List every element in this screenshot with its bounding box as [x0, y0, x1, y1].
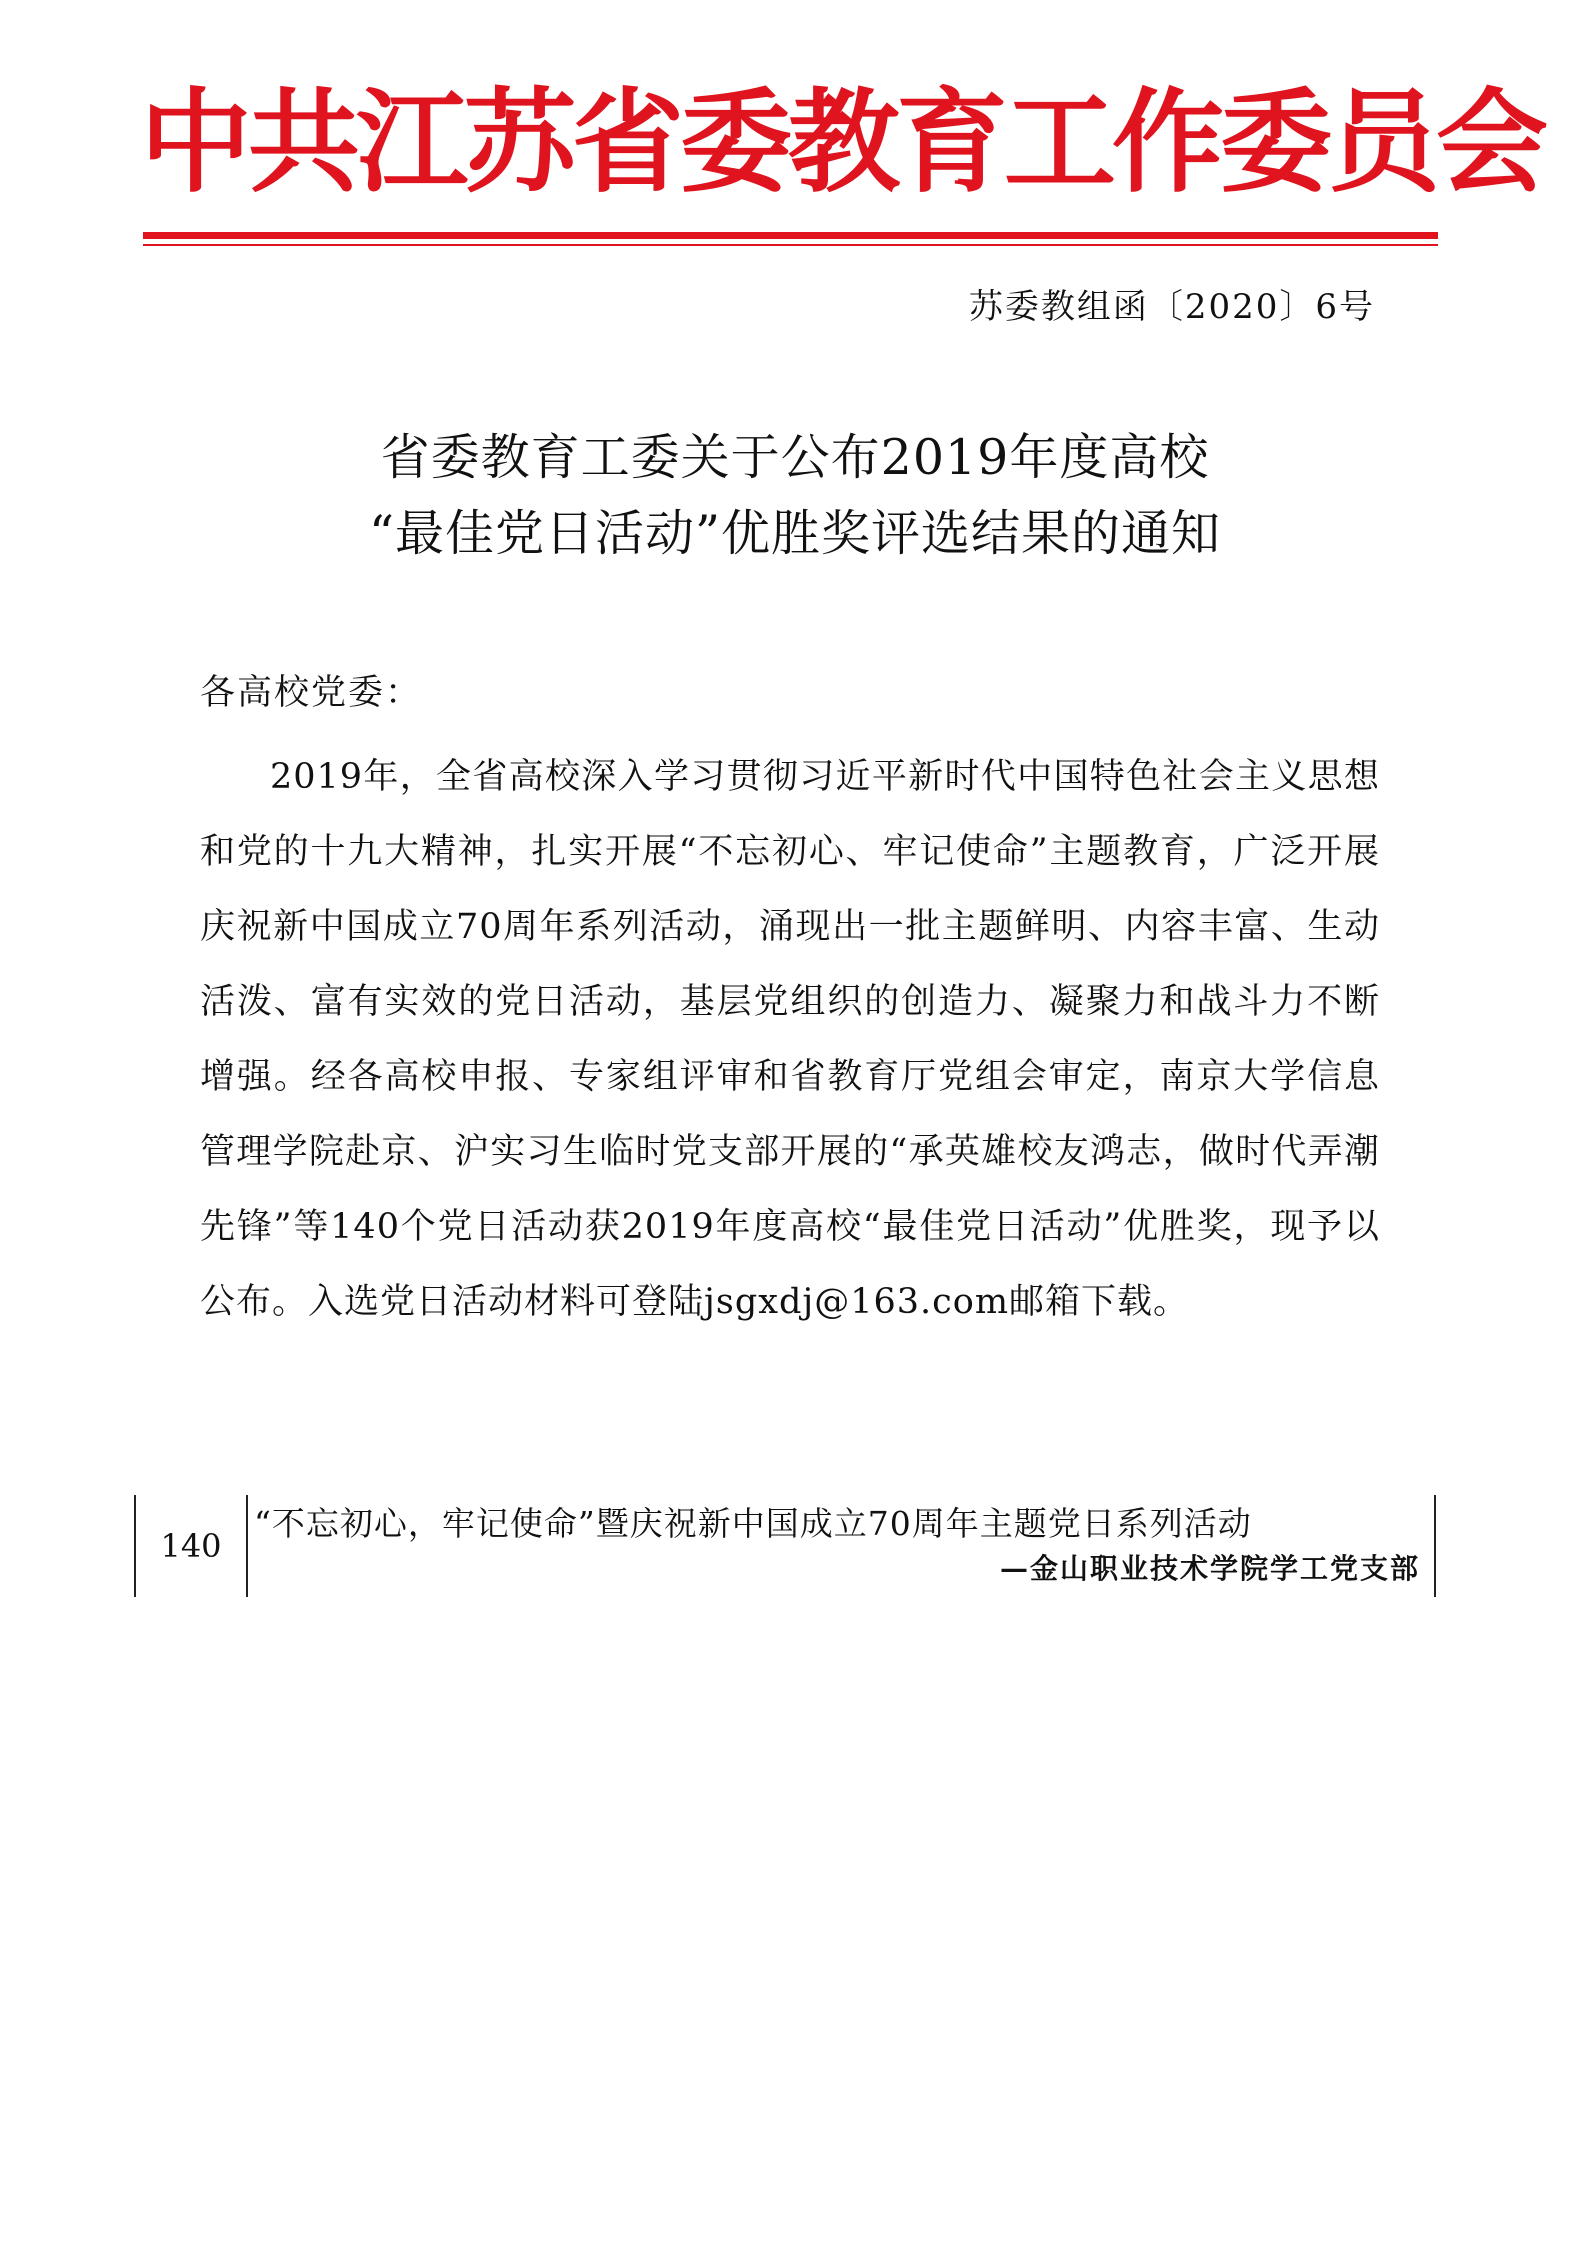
entry-number: 140 [160, 1527, 222, 1565]
document-title [150, 420, 1440, 572]
entry-unit-name: —金山职业技术学院学工党支部 [999, 1552, 1420, 1585]
body-paragraph: 2019年，全省高校深入学习贯彻习近平新时代中国特色社会主义思想和党的十九大精神，扎实开展“不忘初心、牢记使命”主题教育，广泛开展庆祝新中国成立70周年系列活动，涌现出一批主题鲜明、内容丰富、生动活泼、富有实效的党日活动，基层党组织的创造力、凝聚力和战斗力不断增强。经各高校申报、专家组评审和省教育厅党组会审定，南京大学信息管理学院赴京、沪实习生临时党支部开展的“承英雄校友鸿志，做时代弄潮先锋”等140个党日活动获2019年度高校“最佳党日活动”优胜奖，现予以公布。入选党日活动材料可登陆jsgxdj@163.com邮箱下载。 [200, 757, 1380, 1322]
table-column-divider [246, 1495, 248, 1597]
entry-activity-name: “不忘初心，牢记使命”暨庆祝新中国成立70周年主题党日系列活动 [254, 1504, 1252, 1543]
award-entry-row [134, 1495, 1436, 1597]
masthead-title: 中共江苏省委教育工作委员会 [140, 78, 1544, 208]
table-right-border [1434, 1495, 1436, 1597]
masthead-thick-rule [143, 232, 1438, 239]
document-title-line-2: “最佳党日活动”优胜奖评选结果的通知 [368, 505, 1222, 562]
document-title-line-1: 省委教育工委关于公布2019年度高校 [380, 429, 1210, 486]
salutation: 各高校党委： [200, 673, 423, 713]
document-number: 苏委教组函〔2020〕6号 [968, 287, 1375, 327]
masthead-thin-rule [143, 244, 1438, 246]
